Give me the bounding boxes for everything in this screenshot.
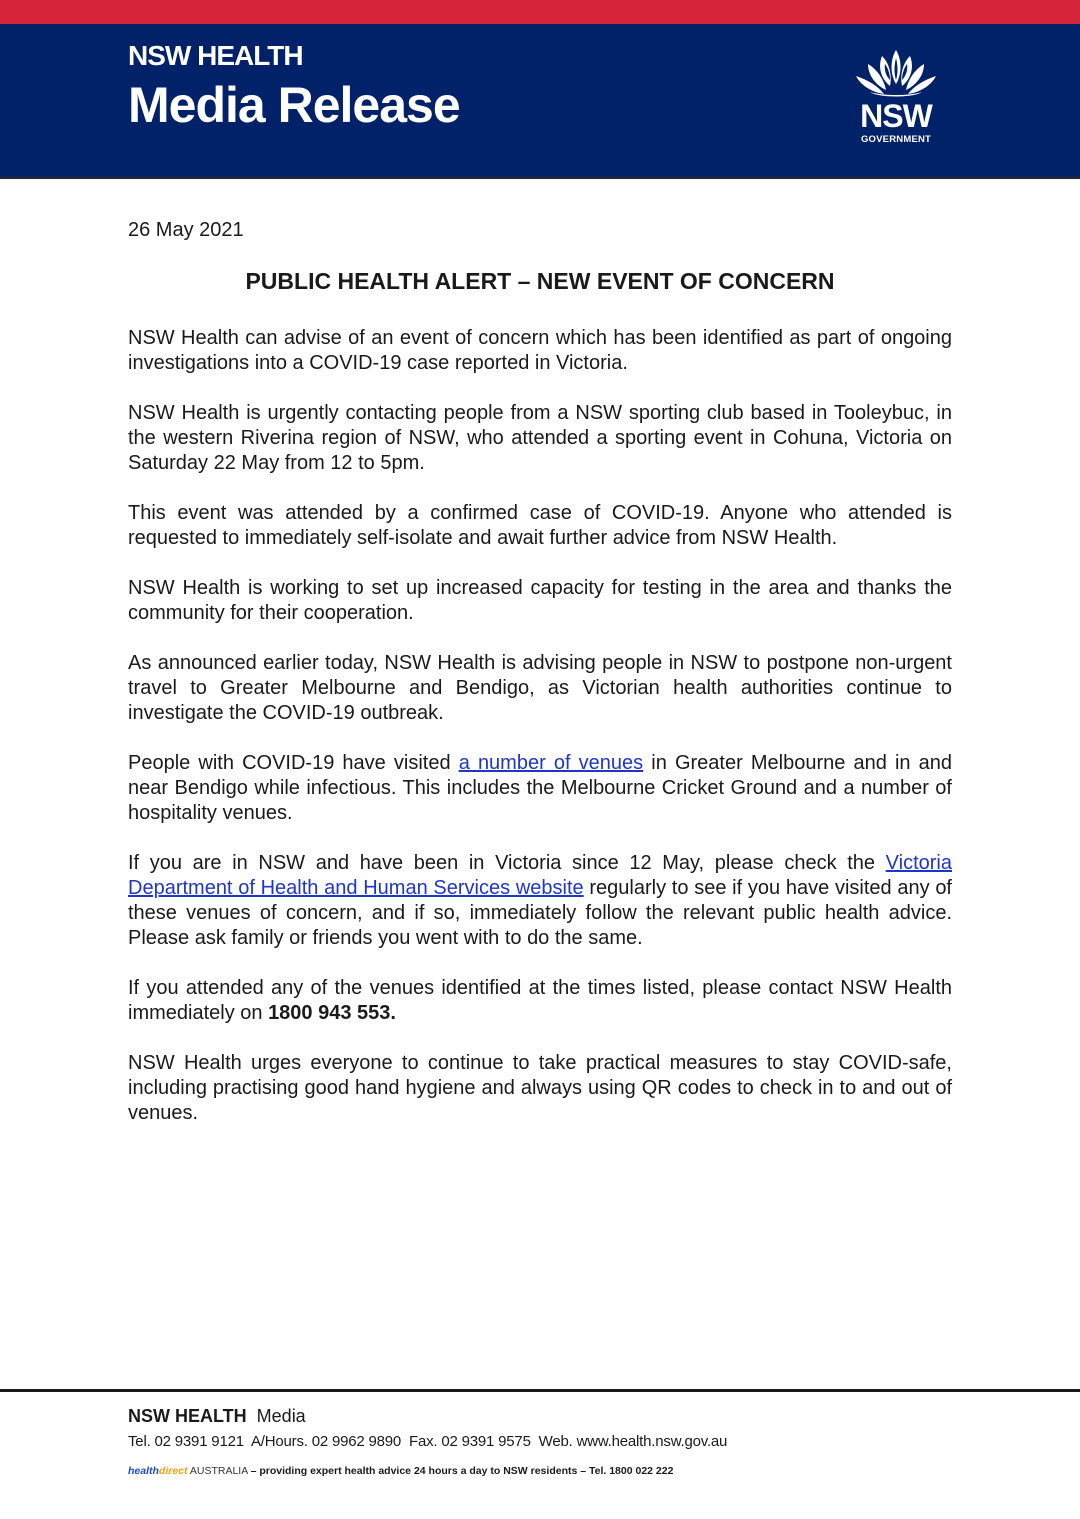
- logo-sub: GOVERNMENT: [860, 134, 932, 145]
- release-body: [128, 326, 952, 1151]
- release-date: 26 May 2021: [128, 219, 244, 241]
- healthdirect-direct: direct: [158, 1465, 188, 1477]
- paragraph-7-text-a: If you are in NSW and have been in Victoria since 12 May, please check the: [128, 852, 886, 874]
- paragraph-8-text: If you attended any of the venues identified at the times listed, please contact NSW Health immediately on: [128, 977, 952, 1024]
- footer-org: [128, 1406, 306, 1427]
- paragraph-1: NSW Health can advise of an event of concern which has been identified as part of ongoing investigations into a COVID-19 case reported in Victoria.: [128, 327, 952, 374]
- paragraph-7-text-b: regularly to see if you have visited any of these venues of concern, and if so, immediately follow the relevant public health advice. Please ask family or friends you went with to do the same.: [128, 877, 952, 949]
- paragraph-5: As announced earlier today, NSW Health is advising people in NSW to postpone non-urgent travel to Greater Melbourne and Bendigo, as Victorian health authorities continue to investigate the COVID-19 outbreak.: [128, 652, 952, 724]
- web-value[interactable]: www.health.nsw.gov.au: [576, 1433, 728, 1450]
- logo-word: NSW: [860, 98, 932, 134]
- fax-label: Fax.: [409, 1433, 438, 1450]
- paragraph-9: NSW Health urges everyone to continue to take practical measures to stay COVID-safe, including practising good hand hygiene and always using QR codes to check in to and out of venues.: [128, 1052, 952, 1124]
- tel-label: Tel.: [128, 1433, 151, 1450]
- web-label: Web.: [538, 1433, 573, 1450]
- ah-value: 02 9962 9890: [311, 1433, 402, 1450]
- footer-org-suffix: Media: [256, 1406, 306, 1426]
- footer-rule: [0, 1389, 1080, 1392]
- header-org: NSW HEALTH: [128, 40, 303, 71]
- footer-contact: [128, 1433, 727, 1450]
- healthdirect-line: [128, 1465, 673, 1477]
- paragraph-6-text-a: People with COVID-19 have visited: [128, 752, 459, 774]
- top-red-strip: [0, 0, 1080, 24]
- healthdirect-health: health: [128, 1465, 159, 1477]
- tel-value: 02 9391 9121: [154, 1433, 244, 1450]
- paragraph-8: [128, 976, 952, 1026]
- header-rule: [0, 177, 1080, 179]
- nsw-government-logo: [848, 48, 944, 158]
- footer-org-name: NSW HEALTH: [128, 1406, 247, 1426]
- healthdirect-tagline: – providing expert health advice 24 hours a day to NSW residents – Tel. 1800 022 222: [250, 1465, 674, 1477]
- ah-label: A/Hours.: [250, 1433, 308, 1450]
- venues-link[interactable]: a number of venues: [458, 752, 644, 774]
- header-title: Media Release: [128, 77, 460, 133]
- paragraph-7: [128, 851, 952, 951]
- release-headline: PUBLIC HEALTH ALERT – NEW EVENT OF CONCERN: [245, 268, 835, 294]
- contact-phone: 1800 943 553.: [268, 1002, 396, 1024]
- paragraph-6: [128, 751, 952, 826]
- waratah-icon: [848, 48, 944, 100]
- fax-value: 02 9391 9575: [441, 1433, 531, 1450]
- paragraph-4: NSW Health is working to set up increased capacity for testing in the area and thanks the community for their cooperation.: [128, 577, 952, 624]
- paragraph-6-text-b: in Greater Melbourne and in and near Bendigo while infectious. This includes the Melbourne Cricket Ground and a number of hospitality venues.: [128, 752, 952, 824]
- paragraph-3: This event was attended by a confirmed case of COVID-19. Anyone who attended is requested to immediately self-isolate and await further advice from NSW Health.: [128, 502, 952, 549]
- paragraph-2: NSW Health is urgently contacting people from a NSW sporting club based in Tooleybuc, in the western Riverina region of NSW, who attended a sporting event in Cohuna, Victoria on Saturday 22 May from 12 to 5pm.: [128, 402, 952, 474]
- dhhs-website-link[interactable]: Victoria Department of Health and Human Services website: [128, 852, 952, 899]
- healthdirect-australia: AUSTRALIA: [189, 1465, 248, 1477]
